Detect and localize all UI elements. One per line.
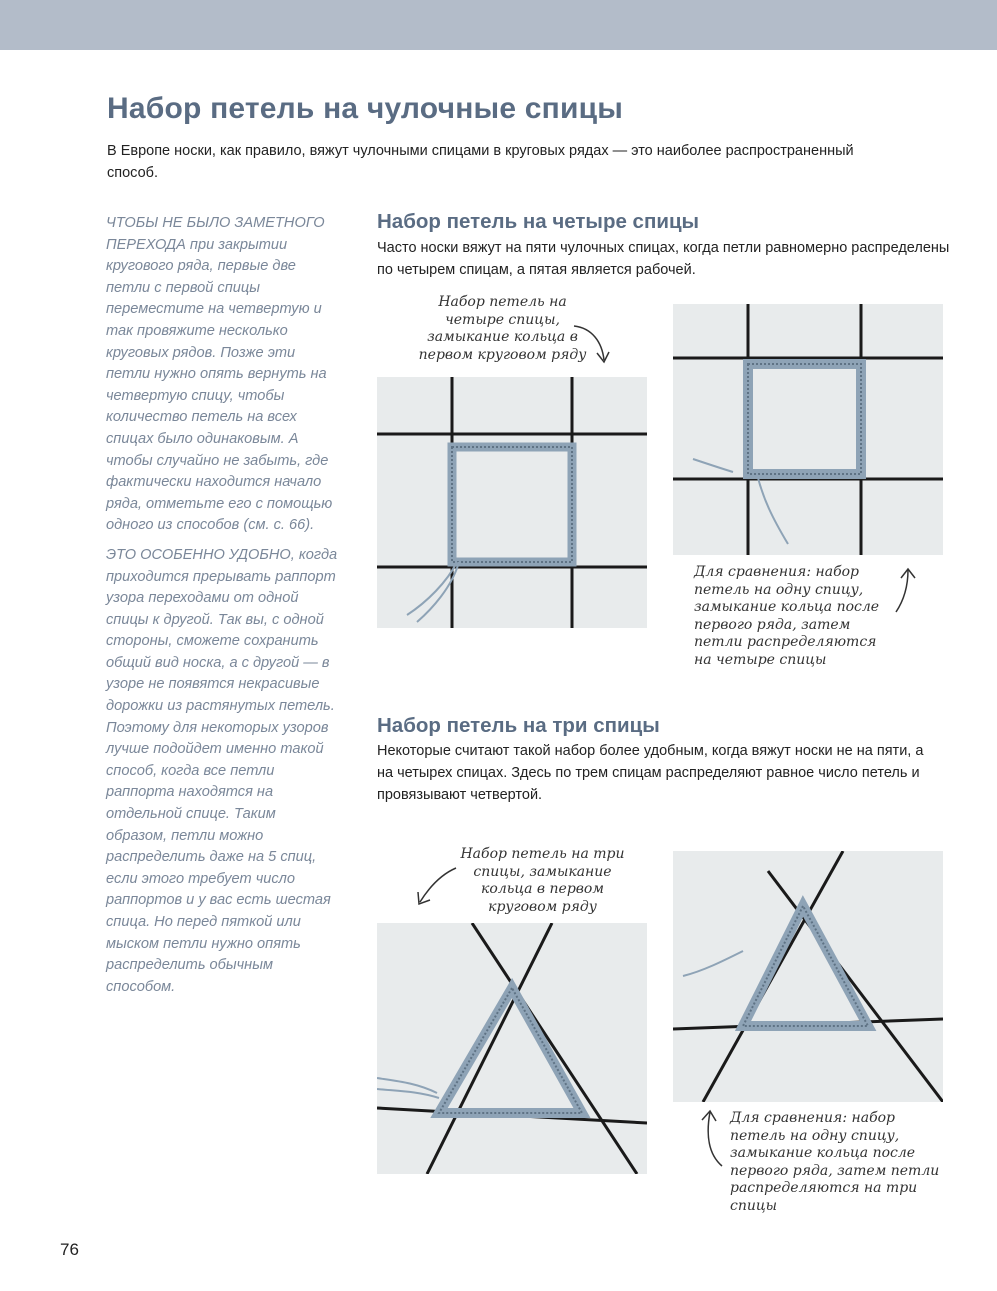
page-title: Набор петель на чулочные спицы	[107, 92, 624, 125]
section1-heading: Набор петель на четыре спицы	[377, 210, 700, 233]
sidebar-p1-caps: ЧТОБЫ НЕ БЫЛО ЗАМЕТНОГО ПЕРЕХОДА	[106, 215, 325, 253]
section2-text: Некоторые считают такой набор более удобным, когда вяжут носки не на пяти, а на четырех спицах. Здесь по трем спицам распределяют равное число петель и провязывают четвертой.	[377, 743, 924, 803]
sidebar-paragraph-1	[106, 213, 340, 537]
curved-arrow-icon	[412, 864, 460, 908]
intro-text: В Европе носки, как правило, вяжут чулочными спицами в круговых рядах — это наиболее распространенный способ.	[107, 143, 854, 181]
sidebar-p1-text: при закрытии кругового ряда, первые две петли с первой спицы переместите на четвертую и так провяжите несколько круговых рядов. Позже эти петли нужно опять вернуть на четвертую спицу, чтобы количество петель на всех спицах было одинаковым. А чтобы случайно не забыть, где фактически находится начало ряда, отметьте его с помощью одного из способов (см. с. 66).	[106, 236, 333, 534]
section1-note-2: Для сравнения: набор петель на одну спицу, замыкание кольца после первого ряда, затем петли распределяются на четыре спицы	[694, 564, 880, 668]
square-knitting-illustration	[377, 377, 647, 628]
sidebar-paragraph-2	[106, 545, 340, 998]
photo-square-one-needle	[673, 304, 943, 555]
page-number: 76	[60, 1240, 79, 1259]
sidebar-p2-text: когда приходится прерывать раппорт узора переходами от одной спицы к другой. Так вы, с одной стороны, сможете сохранить общий вид носка, а с другой — в узоре не появятся некрасивые дорожки из растянутых петель. Поэтому для некоторых узоров лучше подойдет именно такой способ, когда все петли раппорта находятся на отдельной спице. Таким образом, петли можно распределить даже на 5 спиц, если этого требует число раппортов и у вас есть шестая спица. Но перед пяткой или мыском петли нужно опять распределить обычным способом.	[106, 546, 338, 995]
triangle-knitting-illustration-compare	[673, 851, 943, 1102]
section2-heading: Набор петель на три спицы	[377, 714, 660, 737]
photo-triangle-three-needles	[377, 923, 647, 1174]
section2-note-2: Для сравнения: набор петель на одну спицу, замыкание кольца после первого ряда, затем петли распределяются на три спицы	[730, 1110, 940, 1214]
square-knitting-illustration-compare	[673, 304, 943, 555]
section2-note-1: Набор петель на три спицы, замыкание кольца в первом круговом ряду	[460, 846, 625, 915]
section1-note-1: Набор петель на четыре спицы, замыкание кольца в первом круговом ряду	[418, 294, 587, 363]
photo-triangle-one-needle	[673, 851, 943, 1102]
curved-arrow-icon	[694, 1108, 730, 1170]
sidebar-note	[106, 213, 340, 1006]
curved-arrow-icon	[888, 566, 924, 616]
top-band	[0, 0, 997, 50]
section1-text: Часто носки вяжут на пяти чулочных спицах, когда петли равномерно распределены по четырем спицам, а пятая является рабочей.	[377, 240, 950, 278]
sidebar-p2-caps: ЭТО ОСОБЕННО УДОБНО,	[106, 546, 295, 563]
triangle-knitting-illustration	[377, 923, 647, 1174]
photo-square-four-needles	[377, 377, 647, 628]
curved-arrow-icon	[570, 322, 614, 366]
